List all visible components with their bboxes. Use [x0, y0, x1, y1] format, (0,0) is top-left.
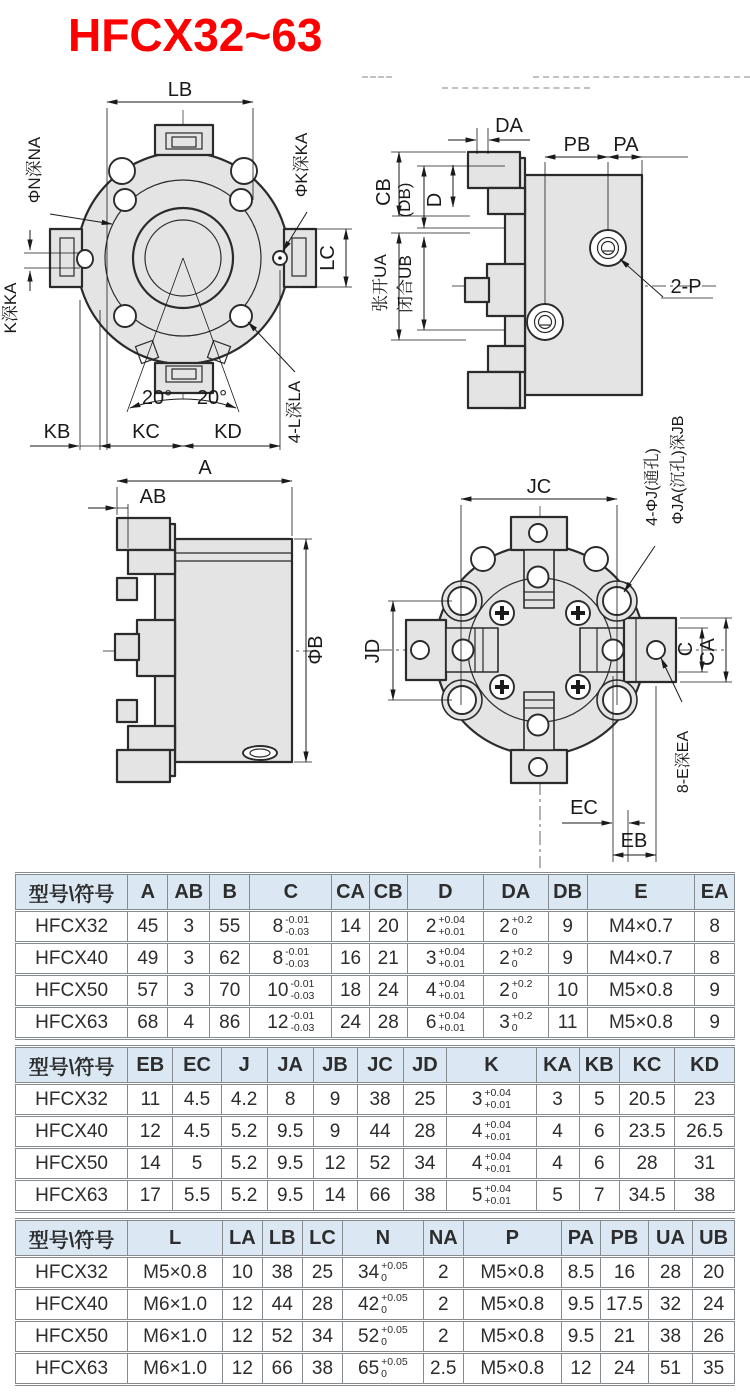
value-cell: 20	[693, 1257, 735, 1289]
value-cell: M6×1.0	[128, 1353, 223, 1385]
column-header: EB	[128, 1047, 173, 1084]
dim-label-lb: LB	[167, 79, 193, 101]
tolerance: -0.01 -0.03	[290, 1010, 315, 1034]
tolerance: +0.2 0	[511, 914, 533, 938]
dimension-table-2	[15, 1045, 735, 1213]
value-cell: 2.5	[423, 1353, 463, 1385]
dim-label-jc: JC	[526, 476, 552, 498]
column-header: CA	[332, 874, 369, 911]
value-cell: 51	[648, 1353, 693, 1385]
column-header: NA	[423, 1220, 463, 1257]
value-cell: M6×1.0	[128, 1289, 223, 1321]
page-title: HFCX32~63	[68, 9, 323, 61]
value-cell: 8	[695, 911, 735, 943]
tolerance: +0.04 +0.01	[484, 1151, 511, 1175]
value-cell: 17	[128, 1180, 173, 1212]
dim-label-ca: CA	[697, 638, 719, 666]
table-row	[16, 1180, 735, 1212]
model-cell: HFCX63	[16, 1007, 128, 1039]
value-cell: 28	[403, 1116, 447, 1148]
model-cell: HFCX32	[16, 1257, 128, 1289]
model-cell: HFCX32	[16, 911, 128, 943]
value-cell: 45	[128, 911, 168, 943]
value-cell: M5×0.8	[463, 1289, 561, 1321]
value-cell: 26	[693, 1321, 735, 1353]
tolerance: +0.05 0	[381, 1260, 408, 1284]
value-cell: 34 +0.05 0	[343, 1257, 424, 1289]
value-cell: M5×0.8	[463, 1353, 561, 1385]
column-header: UB	[693, 1220, 735, 1257]
value-cell: 57	[128, 975, 168, 1007]
tolerance: +0.04 +0.01	[438, 914, 465, 938]
value-cell: 4.5	[173, 1084, 221, 1116]
dim-label-2p: 2-P	[670, 276, 702, 298]
dim-label-c: C	[675, 641, 697, 657]
value-cell: 23	[675, 1084, 735, 1116]
value-cell: 6 +0.04 +0.01	[407, 1007, 483, 1039]
dim-label-l-la: 4-L深LA	[285, 380, 304, 444]
value-cell: 5.2	[221, 1148, 267, 1180]
dim-label-pb: PB	[563, 134, 591, 156]
value-cell: 34	[302, 1321, 342, 1353]
side-view-body	[465, 152, 642, 408]
tolerance: +0.04 +0.01	[484, 1087, 511, 1111]
column-header: E	[587, 874, 695, 911]
value-cell: M4×0.7	[587, 943, 695, 975]
value-cell: 32	[648, 1289, 693, 1321]
model-cell: HFCX50	[16, 1321, 128, 1353]
dim-label-ua: 张开UA	[371, 254, 390, 312]
column-header: LC	[302, 1220, 342, 1257]
value-cell: 5.5	[173, 1180, 221, 1212]
column-header: A	[128, 874, 168, 911]
value-cell: 4.2	[221, 1084, 267, 1116]
table-row	[16, 1321, 735, 1353]
column-header: B	[210, 874, 250, 911]
dim-label-a: A	[198, 457, 212, 479]
rim-notch	[471, 547, 495, 571]
value-cell: 31	[675, 1148, 735, 1180]
tolerance: +0.05 0	[381, 1324, 408, 1348]
value-cell: 9.5	[267, 1116, 313, 1148]
value-cell: 12	[561, 1353, 601, 1385]
value-cell: 9	[313, 1084, 357, 1116]
column-header: KC	[619, 1047, 674, 1084]
column-header: PA	[561, 1220, 601, 1257]
rear-view	[362, 416, 732, 868]
model-cell: HFCX40	[16, 943, 128, 975]
model-cell: HFCX63	[16, 1180, 128, 1212]
value-cell: 44	[357, 1116, 403, 1148]
column-header: J	[221, 1047, 267, 1084]
tolerance: +0.2 0	[511, 1010, 533, 1034]
value-cell: 9	[695, 1007, 735, 1039]
value-cell: 3	[168, 911, 210, 943]
dim-label-kc: KC	[132, 421, 160, 443]
value-cell: M5×0.8	[587, 975, 695, 1007]
dim-label-d: D	[424, 192, 446, 208]
tolerance: -0.01 -0.03	[290, 978, 315, 1002]
front-view	[1, 79, 352, 450]
model-cell: HFCX50	[16, 975, 128, 1007]
value-cell: 12	[313, 1148, 357, 1180]
value-cell: 6	[579, 1148, 619, 1180]
value-cell: 70	[210, 975, 250, 1007]
side-view	[371, 115, 720, 408]
column-header: EA	[695, 874, 735, 911]
value-cell: 24	[369, 975, 407, 1007]
column-header: 型号\符号	[16, 1047, 128, 1084]
value-cell: 28	[369, 1007, 407, 1039]
tolerance: +0.2 0	[511, 978, 533, 1002]
value-cell: 5.2	[221, 1180, 267, 1212]
value-cell: 4	[168, 1007, 210, 1039]
value-cell: 2	[423, 1257, 463, 1289]
value-cell: 2 +0.2 0	[484, 975, 549, 1007]
value-cell: M5×0.8	[128, 1257, 223, 1289]
table-row	[16, 911, 735, 943]
value-cell: 21	[601, 1321, 648, 1353]
header-row	[16, 1047, 735, 1084]
value-cell: 4 +0.04 +0.01	[407, 975, 483, 1007]
value-cell: 3	[168, 943, 210, 975]
value-cell: 14	[128, 1148, 173, 1180]
column-header: AB	[168, 874, 210, 911]
value-cell: 52	[262, 1321, 302, 1353]
value-cell: 9.5	[561, 1321, 601, 1353]
value-cell: 5	[173, 1148, 221, 1180]
value-cell: 38	[675, 1180, 735, 1212]
dim-label-eb: EB	[620, 830, 648, 852]
dim-label-phi-n: ΦN深NA	[25, 136, 44, 204]
column-header: EC	[173, 1047, 221, 1084]
table-row	[16, 1116, 735, 1148]
tolerance: +0.04 +0.01	[438, 946, 465, 970]
value-cell: 12	[223, 1321, 263, 1353]
value-cell: 68	[128, 1007, 168, 1039]
value-cell: 65 +0.05 0	[343, 1353, 424, 1385]
column-header: JB	[313, 1047, 357, 1084]
dim-label-ab: AB	[139, 486, 167, 508]
value-cell: 24	[693, 1289, 735, 1321]
value-cell: 25	[403, 1084, 447, 1116]
dim-label-kb: KB	[43, 421, 71, 443]
dim-label-cb: CB	[373, 178, 395, 206]
value-cell: M4×0.7	[587, 911, 695, 943]
tolerance: +0.04 +0.01	[484, 1183, 511, 1207]
value-cell: 38	[357, 1084, 403, 1116]
value-cell: 38	[302, 1353, 342, 1385]
value-cell: 5	[579, 1084, 619, 1116]
column-header: K	[447, 1047, 536, 1084]
value-cell: 9	[313, 1116, 357, 1148]
value-cell: 28	[648, 1257, 693, 1289]
dim-label-ec: EC	[570, 797, 598, 819]
value-cell: 62	[210, 943, 250, 975]
value-cell: 66	[357, 1180, 403, 1212]
value-cell: 17.5	[601, 1289, 648, 1321]
table-row	[16, 975, 735, 1007]
tolerance: +0.05 0	[381, 1356, 408, 1380]
dimension-tables	[15, 872, 735, 1386]
value-cell: 4 +0.04 +0.01	[447, 1148, 536, 1180]
value-cell: M6×1.0	[128, 1321, 223, 1353]
dim-label-phi-k: ΦK深KA	[292, 132, 311, 198]
column-header: KB	[579, 1047, 619, 1084]
dim-label-ub: 闭合UB	[396, 255, 415, 313]
tolerance: -0.01 -0.03	[285, 946, 310, 970]
value-cell: 9.5	[561, 1289, 601, 1321]
dim-label-4j: 4-ΦJ(通孔)	[644, 448, 661, 526]
value-cell: 3	[168, 975, 210, 1007]
value-cell: 28	[619, 1148, 674, 1180]
value-cell: 38	[262, 1257, 302, 1289]
table-row	[16, 1257, 735, 1289]
column-header: 型号\符号	[16, 1220, 128, 1257]
value-cell: 4 +0.04 +0.01	[447, 1116, 536, 1148]
column-header: JC	[357, 1047, 403, 1084]
value-cell: 86	[210, 1007, 250, 1039]
value-cell: 9.5	[267, 1180, 313, 1212]
column-header: PB	[601, 1220, 648, 1257]
value-cell: 12	[223, 1353, 263, 1385]
rim-notch	[109, 158, 135, 184]
value-cell: 42 +0.05 0	[343, 1289, 424, 1321]
value-cell: 66	[262, 1353, 302, 1385]
column-header: CB	[369, 874, 407, 911]
dimension-table-3	[15, 1218, 735, 1386]
model-cell: HFCX63	[16, 1353, 128, 1385]
value-cell: 12 -0.01 -0.03	[250, 1007, 332, 1039]
value-cell: 11	[128, 1084, 173, 1116]
value-cell: 52 +0.05 0	[343, 1321, 424, 1353]
tolerance: +0.2 0	[511, 946, 533, 970]
value-cell: 8 -0.01 -0.03	[250, 911, 332, 943]
column-header: KD	[675, 1047, 735, 1084]
value-cell: 9.5	[267, 1148, 313, 1180]
column-header: D	[407, 874, 483, 911]
tolerance: +0.04 +0.01	[438, 978, 465, 1002]
value-cell: 6	[579, 1116, 619, 1148]
value-cell: 24	[601, 1353, 648, 1385]
value-cell: 8.5	[561, 1257, 601, 1289]
value-cell: 8	[267, 1084, 313, 1116]
value-cell: 4	[536, 1116, 579, 1148]
tolerance: -0.01 -0.03	[285, 914, 310, 938]
value-cell: 2 +0.2 0	[484, 911, 549, 943]
table-row	[16, 1353, 735, 1385]
table-row	[16, 1084, 735, 1116]
value-cell: 2	[423, 1321, 463, 1353]
value-cell: 11	[548, 1007, 587, 1039]
rim-notch	[584, 547, 608, 571]
value-cell: M5×0.8	[463, 1321, 561, 1353]
air-port	[590, 230, 626, 266]
model-cell: HFCX50	[16, 1148, 128, 1180]
dim-label-da: DA	[495, 115, 523, 137]
value-cell: 5 +0.04 +0.01	[447, 1180, 536, 1212]
column-header: KA	[536, 1047, 579, 1084]
header-row	[16, 874, 735, 911]
value-cell: 3 +0.04 +0.01	[407, 943, 483, 975]
value-cell: 26.5	[675, 1116, 735, 1148]
value-cell: 2 +0.04 +0.01	[407, 911, 483, 943]
value-cell: 9	[548, 911, 587, 943]
value-cell: 38	[648, 1321, 693, 1353]
value-cell: 3 +0.04 +0.01	[447, 1084, 536, 1116]
column-header: P	[463, 1220, 561, 1257]
value-cell: M5×0.8	[587, 1007, 695, 1039]
value-cell: 3 +0.2 0	[484, 1007, 549, 1039]
value-cell: 35	[693, 1353, 735, 1385]
value-cell: 14	[313, 1180, 357, 1212]
section-view	[88, 457, 327, 782]
value-cell: 8 -0.01 -0.03	[250, 943, 332, 975]
table-row	[16, 1148, 735, 1180]
column-header: UA	[648, 1220, 693, 1257]
dim-label-angle-right: 20°	[196, 387, 228, 409]
column-header: DA	[484, 874, 549, 911]
value-cell: 44	[262, 1289, 302, 1321]
dim-label-phi-b: ΦB	[305, 635, 327, 665]
column-header: N	[343, 1220, 424, 1257]
value-cell: 4.5	[173, 1116, 221, 1148]
dim-label-8e: 8-E深EA	[675, 730, 692, 794]
dim-label-pa: PA	[613, 134, 639, 156]
value-cell: 52	[357, 1148, 403, 1180]
value-cell: 16	[601, 1257, 648, 1289]
tolerance: +0.04 +0.01	[438, 1010, 465, 1034]
value-cell: 24	[332, 1007, 369, 1039]
value-cell: 12	[223, 1289, 263, 1321]
value-cell: 38	[403, 1180, 447, 1212]
value-cell: 8	[695, 943, 735, 975]
table-row	[16, 1007, 735, 1039]
tolerance: +0.05 0	[381, 1292, 408, 1316]
value-cell: 21	[369, 943, 407, 975]
value-cell: 5	[536, 1180, 579, 1212]
value-cell: 18	[332, 975, 369, 1007]
value-cell: 7	[579, 1180, 619, 1212]
value-cell: 3	[536, 1084, 579, 1116]
dim-label-lc: LC	[317, 245, 339, 271]
dim-label-ja: ΦJA(沉孔)深JB	[670, 415, 687, 525]
value-cell: 14	[332, 911, 369, 943]
value-cell: 49	[128, 943, 168, 975]
header-row	[16, 1220, 735, 1257]
value-cell: 4	[536, 1148, 579, 1180]
model-cell: HFCX32	[16, 1084, 128, 1116]
value-cell: 34	[403, 1148, 447, 1180]
value-cell: 25	[302, 1257, 342, 1289]
value-cell: 12	[128, 1116, 173, 1148]
value-cell: 9	[548, 943, 587, 975]
value-cell: 9	[695, 975, 735, 1007]
column-header: 型号\符号	[16, 874, 128, 911]
table-row	[16, 1289, 735, 1321]
tolerance: +0.04 +0.01	[484, 1119, 511, 1143]
dim-label-angle-left: 20°	[141, 387, 173, 409]
value-cell: M5×0.8	[463, 1257, 561, 1289]
value-cell: 20	[369, 911, 407, 943]
column-header: L	[128, 1220, 223, 1257]
dimension-table-1	[15, 872, 735, 1040]
column-header: JD	[403, 1047, 447, 1084]
column-header: JA	[267, 1047, 313, 1084]
model-cell: HFCX40	[16, 1116, 128, 1148]
column-header: LB	[262, 1220, 302, 1257]
value-cell: 10	[548, 975, 587, 1007]
dim-label-jd: JD	[362, 638, 384, 664]
value-cell: 28	[302, 1289, 342, 1321]
air-port	[527, 304, 563, 340]
value-cell: 55	[210, 911, 250, 943]
value-cell: 23.5	[619, 1116, 674, 1148]
table-row	[16, 943, 735, 975]
value-cell: 16	[332, 943, 369, 975]
value-cell: 2 +0.2 0	[484, 943, 549, 975]
value-cell: 10 -0.01 -0.03	[250, 975, 332, 1007]
value-cell: 20.5	[619, 1084, 674, 1116]
value-cell: 34.5	[619, 1180, 674, 1212]
column-header: C	[250, 874, 332, 911]
column-header: LA	[223, 1220, 263, 1257]
value-cell: 2	[423, 1289, 463, 1321]
dim-label-kd: KD	[214, 421, 242, 443]
column-header: DB	[548, 874, 587, 911]
dim-label-k-ka: K深KA	[1, 282, 20, 334]
value-cell: 5.2	[221, 1116, 267, 1148]
dim-label-db: (DB)	[395, 182, 414, 218]
value-cell: 10	[223, 1257, 263, 1289]
section-view-body	[115, 518, 292, 782]
model-cell: HFCX40	[16, 1289, 128, 1321]
